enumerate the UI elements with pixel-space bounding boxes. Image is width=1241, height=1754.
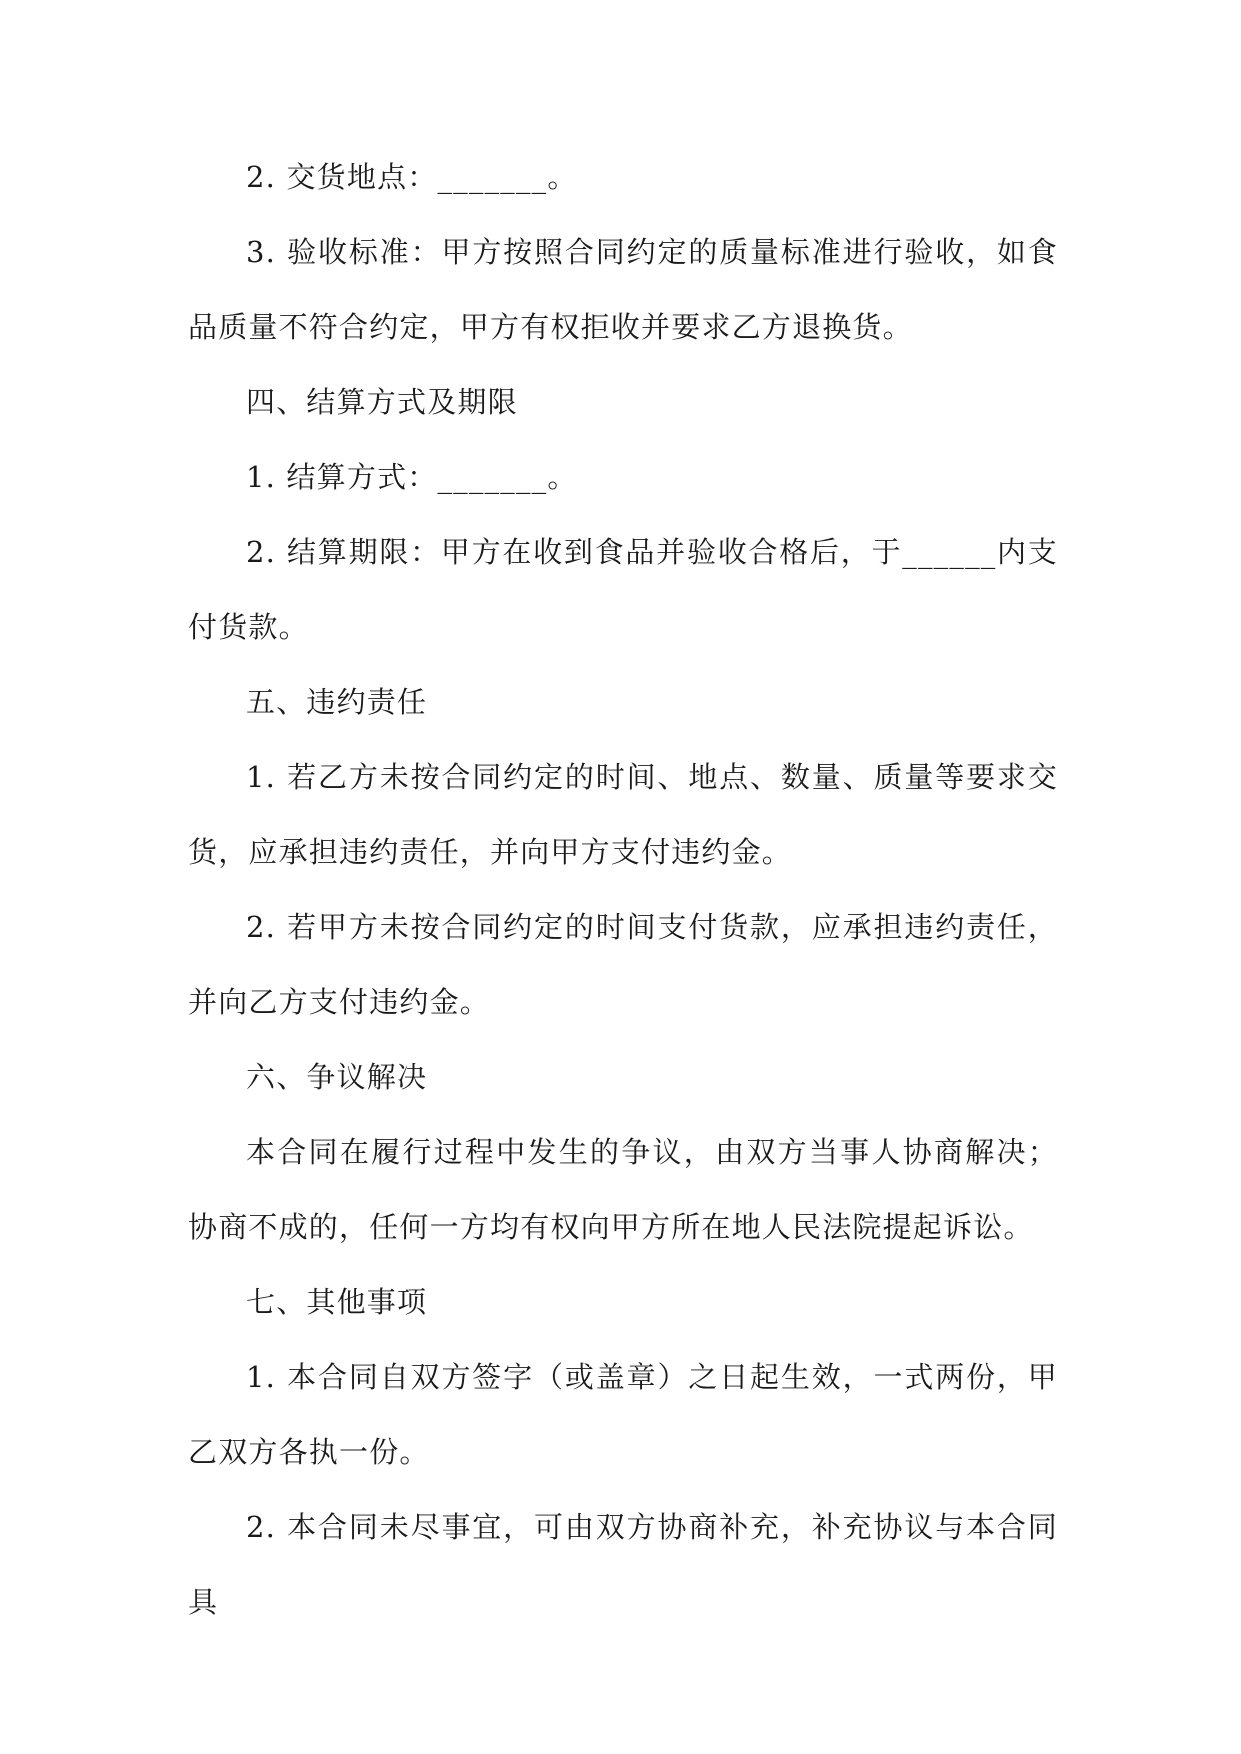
- paragraph-settlement-period: 2. 结算期限：甲方在收到食品并验收合格后，于______内支付货款。: [188, 535, 1058, 644]
- paragraph-seller-liability: 1. 若乙方未按合同约定的时间、地点、数量、质量等要求交货，应承担违约责任，并向甲方支付违约金。: [188, 760, 1058, 869]
- section-heading-liability: 五、违约责任: [246, 685, 428, 719]
- paragraph-delivery-location: 2. 交货地点：_______。: [246, 160, 578, 194]
- section-heading-other-matters: 七、其他事项: [246, 1285, 428, 1319]
- paragraph-supplementary-terms: 2. 本合同未尽事宜，可由双方协商补充，补充协议与本合同具: [188, 1510, 1058, 1619]
- document-body: [188, 140, 1058, 1640]
- section-heading-dispute: 六、争议解决: [246, 1060, 428, 1094]
- paragraph-dispute-resolution: 本合同在履行过程中发生的争议，由双方当事人协商解决；协商不成的，任何一方均有权向甲方所在地人民法院提起诉讼。: [188, 1135, 1058, 1244]
- paragraph-acceptance-standard: 3. 验收标准：甲方按照合同约定的质量标准进行验收，如食品质量不符合约定，甲方有权拒收并要求乙方退换货。: [188, 235, 1058, 344]
- section-heading-settlement: 四、结算方式及期限: [246, 385, 518, 419]
- paragraph-effective-date: 1. 本合同自双方签字（或盖章）之日起生效，一式两份，甲乙双方各执一份。: [188, 1360, 1058, 1469]
- paragraph-buyer-liability: 2. 若甲方未按合同约定的时间支付货款，应承担违约责任，并向乙方支付违约金。: [188, 910, 1058, 1019]
- paragraph-settlement-method: 1. 结算方式：_______。: [246, 460, 578, 494]
